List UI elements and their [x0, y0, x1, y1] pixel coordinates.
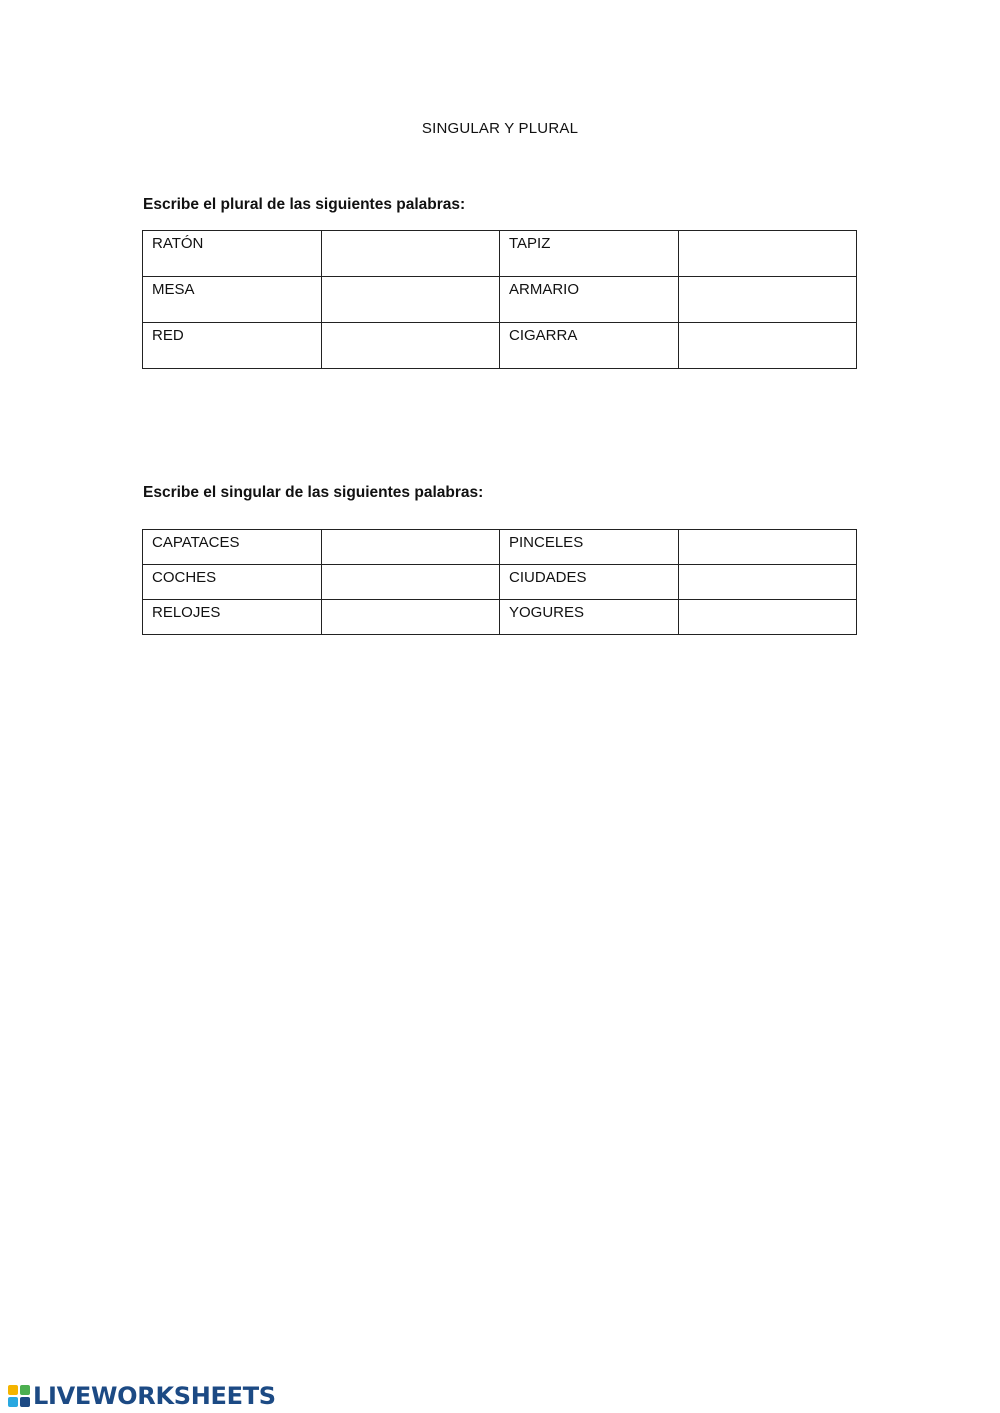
- table-row: [143, 323, 857, 369]
- table-row: [143, 277, 857, 323]
- plural-table: [142, 230, 857, 369]
- answer-cell[interactable]: [321, 277, 500, 323]
- word-cell: COCHES: [143, 565, 322, 600]
- logo-square: [20, 1385, 30, 1395]
- answer-cell[interactable]: [678, 530, 857, 565]
- answer-cell[interactable]: [321, 565, 500, 600]
- word-cell: CIGARRA: [500, 323, 679, 369]
- brand-logo-icon: [8, 1385, 30, 1407]
- plural-instruction: Escribe el plural de las siguientes palabras:: [143, 196, 466, 213]
- answer-cell[interactable]: [678, 565, 857, 600]
- answer-cell[interactable]: [678, 323, 857, 369]
- word-cell: CIUDADES: [500, 565, 679, 600]
- word-cell: ARMARIO: [500, 277, 679, 323]
- word-cell: TAPIZ: [500, 231, 679, 277]
- page-title: SINGULAR Y PLURAL: [421, 120, 579, 137]
- table-row: [143, 530, 857, 565]
- logo-square: [8, 1397, 18, 1407]
- table-row: [143, 565, 857, 600]
- word-cell: RATÓN: [143, 231, 322, 277]
- table-row: [143, 231, 857, 277]
- brand-text: LIVEWORKSHEETS: [33, 1382, 276, 1410]
- word-cell: PINCELES: [500, 530, 679, 565]
- answer-cell[interactable]: [678, 231, 857, 277]
- answer-cell[interactable]: [678, 600, 857, 635]
- answer-cell[interactable]: [678, 277, 857, 323]
- word-cell: CAPATACES: [143, 530, 322, 565]
- word-cell: YOGURES: [500, 600, 679, 635]
- answer-cell[interactable]: [321, 231, 500, 277]
- word-cell: MESA: [143, 277, 322, 323]
- table-row: [143, 600, 857, 635]
- answer-cell[interactable]: [321, 600, 500, 635]
- logo-square: [20, 1397, 30, 1407]
- logo-square: [8, 1385, 18, 1395]
- answer-cell[interactable]: [321, 323, 500, 369]
- word-cell: RELOJES: [143, 600, 322, 635]
- answer-cell[interactable]: [321, 530, 500, 565]
- singular-instruction: Escribe el singular de las siguientes palabras:: [143, 484, 484, 501]
- singular-table: [142, 529, 857, 635]
- word-cell: RED: [143, 323, 322, 369]
- brand-watermark: [8, 1381, 276, 1411]
